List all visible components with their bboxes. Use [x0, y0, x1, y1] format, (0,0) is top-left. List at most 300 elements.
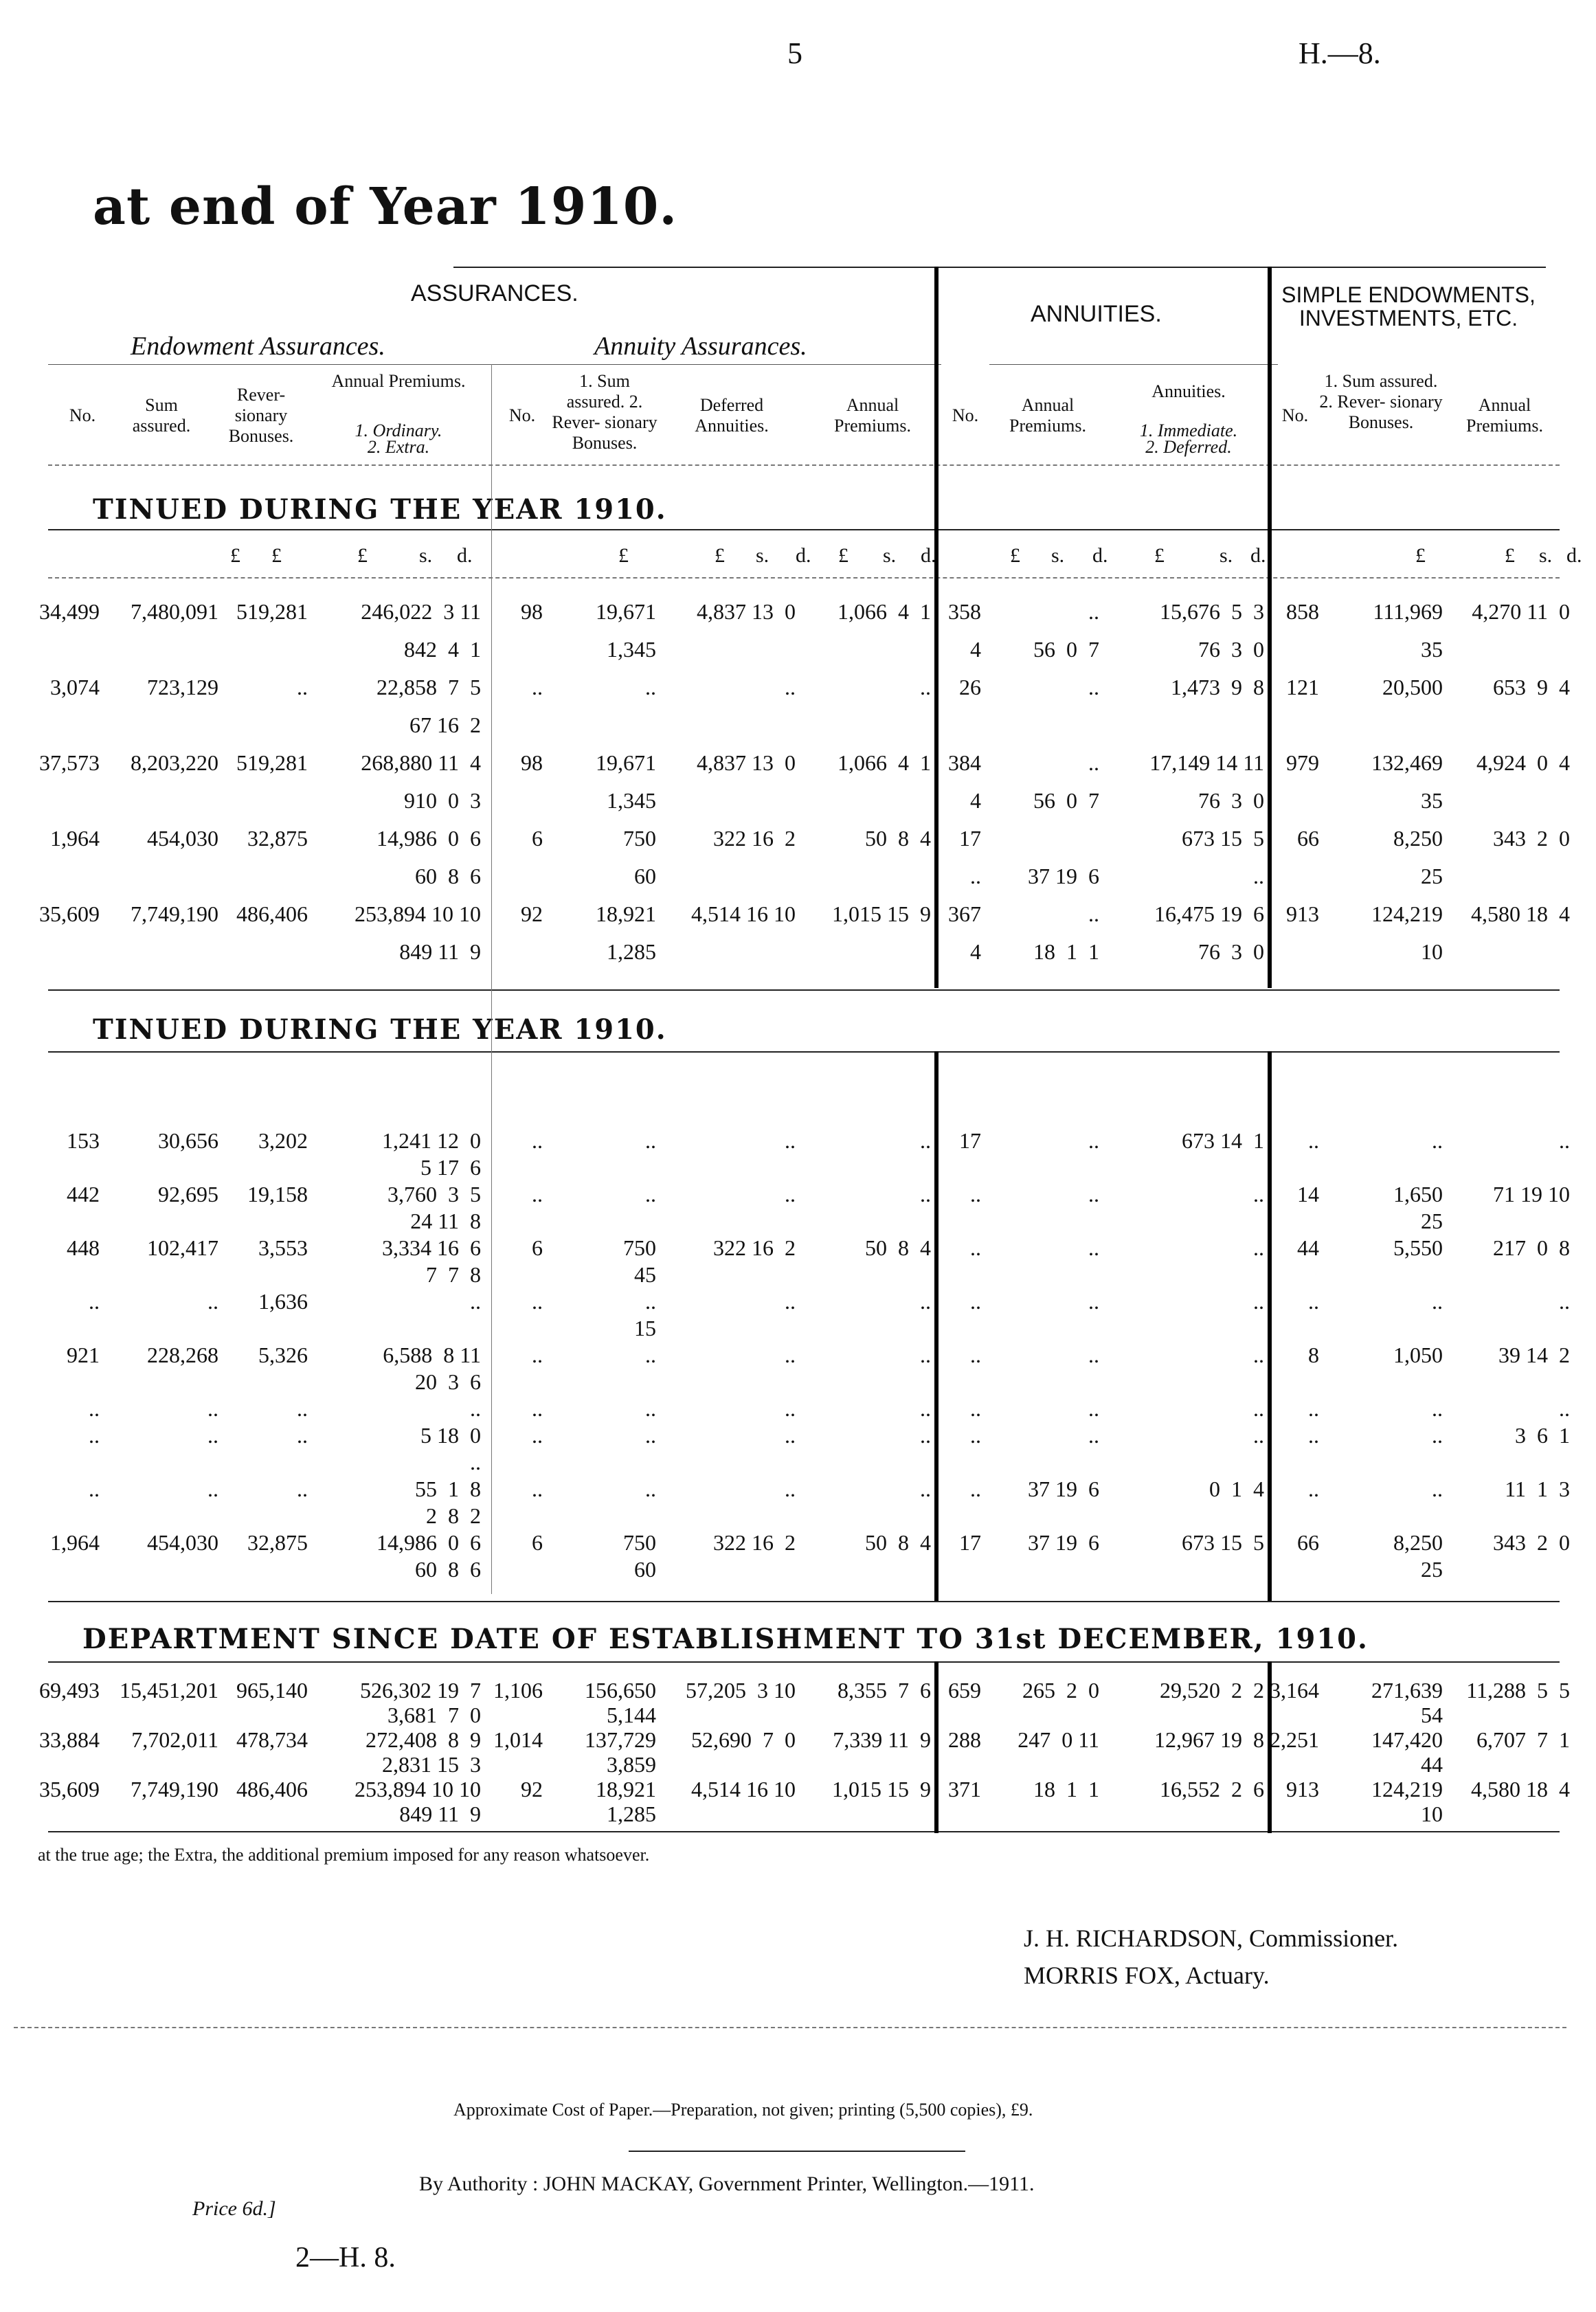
table-cell: ..	[1253, 1182, 1264, 1206]
table-cell: 98	[521, 599, 543, 624]
table-cell: 271,639	[1371, 1678, 1443, 1703]
table-cell: ..	[785, 675, 796, 699]
table-cell: ..	[1559, 1289, 1570, 1314]
table-cell: 1,345	[607, 637, 656, 662]
table-cell: ..	[785, 1423, 796, 1448]
table-cell: 5,326	[258, 1343, 308, 1367]
table-cell: 343 2 0	[1493, 1530, 1570, 1555]
unit-label: s.	[883, 544, 897, 567]
table-cell: 35,609	[39, 1777, 100, 1802]
unit-label: £	[271, 544, 282, 567]
table-cell: 247 0 11	[1018, 1727, 1099, 1752]
table-cell: 25	[1421, 864, 1443, 888]
table-cell: 4,580 18 4	[1471, 1777, 1570, 1802]
col-aa-no: No.	[508, 405, 536, 425]
table-cell: 371	[948, 1777, 981, 1802]
table-cell: 653 9 4	[1493, 675, 1570, 699]
table-cell: 367	[948, 901, 981, 926]
table-cell: 8,250	[1393, 1530, 1443, 1555]
table-cell: 268,880 11 4	[361, 750, 481, 775]
table-cell: 1,345	[607, 788, 656, 813]
unit-label: £	[1010, 544, 1020, 567]
table-row	[0, 1701, 1596, 1729]
table-cell: ..	[785, 1396, 796, 1421]
table-cell: 3 6 1	[1515, 1423, 1570, 1448]
table-cell: ..	[1432, 1423, 1443, 1448]
table-cell: 15,676 5 3	[1160, 599, 1264, 624]
table-cell: 11 1 3	[1505, 1477, 1570, 1501]
table-cell: 322 16 2	[713, 826, 796, 851]
table-cell: 37 19 6	[1028, 1530, 1099, 1555]
table-cell: 673 15 5	[1182, 1530, 1264, 1555]
unit-label: s.	[1539, 544, 1553, 567]
table-cell: ..	[645, 1343, 656, 1367]
table-cell: ..	[970, 1182, 981, 1206]
table-cell: 39 14 2	[1498, 1343, 1570, 1367]
table-cell: 25	[1421, 1209, 1443, 1233]
table-cell: 102,417	[147, 1235, 218, 1260]
unit-label: £	[357, 544, 368, 567]
col-an-annual-premiums: Annual Premiums.	[1009, 395, 1086, 436]
table-cell: 384	[948, 750, 981, 775]
table-cell: ..	[645, 1423, 656, 1448]
table-cell: ..	[1253, 1289, 1264, 1314]
table-cell: 17	[959, 826, 981, 851]
page-number: 5	[787, 36, 802, 70]
table-cell: ..	[1253, 1396, 1264, 1421]
table-row	[0, 749, 1596, 776]
table-row	[0, 1314, 1596, 1342]
table-cell: 3,681 7 0	[387, 1703, 481, 1727]
table-cell: 17	[959, 1530, 981, 1555]
table-cell: ..	[1432, 1396, 1443, 1421]
unit-label: £	[230, 544, 240, 567]
table-cell: 5 17 6	[420, 1155, 481, 1180]
table-cell: ..	[1088, 1423, 1099, 1448]
table-row	[0, 1261, 1596, 1288]
table-cell: 442	[67, 1182, 100, 1206]
col-sum-assured: Sum assured.	[132, 395, 191, 436]
table-cell: 6,707 7 1	[1476, 1727, 1570, 1752]
table-cell: 750	[623, 1530, 656, 1555]
col-reversionary: Rever- sionary Bonuses.	[228, 385, 294, 446]
authority-line: By Authority : JOHN MACKAY, Government Printer, Wellington.—1911.	[419, 2173, 1035, 2195]
table-row	[0, 1556, 1596, 1583]
table-cell: 14,986 0 6	[376, 826, 481, 851]
table-cell: 3,074	[50, 675, 100, 699]
table-cell: 750	[623, 826, 656, 851]
unit-label: £	[715, 544, 725, 567]
table-row	[0, 1395, 1596, 1422]
table-cell: 2 8 2	[426, 1503, 481, 1528]
table-cell: 1,050	[1393, 1343, 1443, 1367]
col-no: No.	[69, 405, 96, 425]
unit-label: £	[618, 544, 629, 567]
table-cell: 19,158	[247, 1182, 308, 1206]
table-cell: 265 2 0	[1022, 1678, 1099, 1703]
table-cell: ..	[1253, 1423, 1264, 1448]
table-cell: 6	[532, 1530, 543, 1555]
table-cell: 111,969	[1373, 599, 1443, 624]
table-cell: ..	[207, 1396, 218, 1421]
table-cell: ..	[1308, 1396, 1319, 1421]
table-cell: 1,964	[50, 826, 100, 851]
section3-title: DEPARTMENT SINCE DATE OF ESTABLISHMENT TO 31st DECEMBER, 1910.	[82, 1623, 1369, 1655]
table-row	[0, 673, 1596, 701]
table-cell: ..	[970, 1289, 981, 1314]
table-row	[0, 1751, 1596, 1778]
table-cell: 124,219	[1371, 901, 1443, 926]
table-cell: 37 19 6	[1028, 864, 1099, 888]
table-cell: 8,250	[1393, 826, 1443, 851]
cost-note: Approximate Cost of Paper.—Preparation, not given; printing (5,500 copies), £9.	[453, 2100, 1033, 2120]
table-row	[0, 824, 1596, 852]
table-cell: ..	[645, 1182, 656, 1206]
table-cell: 66	[1297, 1530, 1319, 1555]
table-cell: 3,164	[1270, 1678, 1319, 1703]
table-row	[0, 1529, 1596, 1556]
table-cell: 44	[1421, 1752, 1443, 1777]
table-cell: 10	[1421, 939, 1443, 964]
table-cell: 92	[521, 1777, 543, 1802]
unit-label: £	[1154, 544, 1165, 567]
table-cell: 1,015 15 9	[832, 901, 931, 926]
table-cell: 147,420	[1371, 1727, 1443, 1752]
table-cell: ..	[532, 675, 543, 699]
table-cell: ..	[532, 1396, 543, 1421]
table-cell: 67 16 2	[409, 712, 481, 737]
table-cell: 60 8 6	[415, 864, 481, 888]
table-row	[0, 1448, 1596, 1476]
table-cell: 50 8 4	[865, 826, 931, 851]
table-cell: 50 8 4	[865, 1235, 931, 1260]
table-cell: 55 1 8	[415, 1477, 481, 1501]
col-deferred: 2. Deferred.	[1145, 437, 1232, 457]
table-cell: 454,030	[147, 826, 218, 851]
table-cell: 121	[1286, 675, 1319, 699]
table-cell: ..	[532, 1128, 543, 1153]
table-cell: ..	[1432, 1477, 1443, 1501]
table-cell: 2,831 15 3	[382, 1752, 481, 1777]
table-cell: 76 3 0	[1198, 788, 1264, 813]
table-cell: ..	[920, 1396, 931, 1421]
table-cell: ..	[532, 1423, 543, 1448]
table-cell: ..	[785, 1343, 796, 1367]
table-row	[0, 900, 1596, 928]
table-cell: ..	[785, 1182, 796, 1206]
table-cell: 12,967 19 8	[1154, 1727, 1264, 1752]
table-cell: ..	[1253, 1235, 1264, 1260]
table-cell: ..	[470, 1450, 481, 1474]
table-row	[0, 1775, 1596, 1803]
annuity-assurances-header: Annuity Assurances.	[594, 332, 807, 361]
table-row	[0, 1180, 1596, 1208]
table-cell: 16,552 2 6	[1160, 1777, 1264, 1802]
table-cell: 17	[959, 1128, 981, 1153]
table-cell: 3,760 3 5	[387, 1182, 481, 1206]
table-cell: 7,749,190	[131, 1777, 218, 1802]
table-cell: 322 16 2	[713, 1235, 796, 1260]
col-ordinary: 1. Ordinary.	[355, 420, 442, 440]
table-cell: ..	[920, 1182, 931, 1206]
table-cell: 673 15 5	[1182, 826, 1264, 851]
table-cell: 228,268	[147, 1343, 218, 1367]
table-cell: ..	[970, 864, 981, 888]
table-cell: 35	[1421, 637, 1443, 662]
table-cell: 11,288 5 5	[1466, 1678, 1570, 1703]
table-cell: 1,241 12 0	[382, 1128, 481, 1153]
table-cell: 253,894 10 10	[355, 1777, 481, 1802]
table-cell: ..	[1088, 1343, 1099, 1367]
table-row	[0, 1341, 1596, 1369]
table-cell: 30,656	[158, 1128, 218, 1153]
table-cell: 478,734	[236, 1727, 308, 1752]
table-cell: 8	[1308, 1343, 1319, 1367]
table-cell: ..	[89, 1396, 100, 1421]
table-cell: 849 11 9	[399, 1802, 481, 1826]
table-cell: ..	[1088, 1235, 1099, 1260]
table-cell: 1,015 15 9	[832, 1777, 931, 1802]
table-cell: 3,553	[258, 1235, 308, 1260]
table-cell: ..	[645, 675, 656, 699]
table-cell: ..	[297, 1396, 308, 1421]
table-cell: 22,858 7 5	[376, 675, 481, 699]
table-cell: ..	[785, 1128, 796, 1153]
simple-endowments-header: SIMPLE ENDOWMENTS, INVESTMENTS, ETC.	[1281, 282, 1536, 330]
table-cell: 18 1 1	[1033, 939, 1099, 964]
table-row	[0, 1154, 1596, 1181]
table-cell: 448	[67, 1235, 100, 1260]
table-cell: 1,066 4 1	[838, 750, 931, 775]
unit-label: s.	[1220, 544, 1233, 567]
table-cell: 1,473 9 8	[1171, 675, 1264, 699]
table-cell: ..	[532, 1477, 543, 1501]
table-cell: 2,251	[1270, 1727, 1319, 1752]
table-cell: 4,514 16 10	[691, 901, 796, 926]
table-cell: 723,129	[147, 675, 218, 699]
table-cell: 673 14 1	[1182, 1128, 1264, 1153]
table-cell: ..	[1088, 1396, 1099, 1421]
col-immediate: 1. Immediate.	[1139, 420, 1238, 440]
table-row	[0, 1726, 1596, 1753]
table-cell: ..	[1088, 750, 1099, 775]
table-cell: 842 4 1	[404, 637, 481, 662]
table-row	[0, 1368, 1596, 1395]
table-cell: 54	[1421, 1703, 1443, 1727]
table-cell: ..	[1432, 1128, 1443, 1153]
table-cell: ..	[645, 1477, 656, 1501]
col-annual-premiums: Annual Premiums.	[331, 371, 466, 391]
table-cell: ..	[297, 675, 308, 699]
signature-actuary: MORRIS FOX, Actuary.	[1024, 1962, 1270, 1989]
table-cell: 8,355 7 6	[838, 1678, 931, 1703]
table-cell: ..	[1308, 1128, 1319, 1153]
table-row	[0, 1288, 1596, 1315]
table-cell: ..	[920, 1423, 931, 1448]
table-cell: 910 0 3	[404, 788, 481, 813]
table-cell: 15	[634, 1316, 656, 1340]
table-row	[0, 1207, 1596, 1235]
table-cell: ..	[1253, 864, 1264, 888]
col-se-annual-premiums: Annual Premiums.	[1466, 395, 1543, 436]
table-cell: 66	[1297, 826, 1319, 851]
table-cell: 6	[532, 1235, 543, 1260]
unit-label: s.	[419, 544, 433, 567]
unit-label: d.	[1092, 544, 1108, 567]
table-cell: 1,285	[607, 939, 656, 964]
table-cell: ..	[1088, 1182, 1099, 1206]
table-cell: 1,285	[607, 1802, 656, 1826]
table-cell: ..	[970, 1396, 981, 1421]
table-cell: 14,986 0 6	[376, 1530, 481, 1555]
table-cell: ..	[645, 1396, 656, 1421]
table-cell: ..	[920, 1289, 931, 1314]
table-cell: 137,729	[585, 1727, 656, 1752]
table-cell: ..	[1308, 1477, 1319, 1501]
unit-label: d.	[921, 544, 936, 567]
table-cell: 60	[634, 1557, 656, 1582]
table-cell: 246,022 3 11	[361, 599, 481, 624]
table-cell: 20,500	[1382, 675, 1443, 699]
table-cell: 3,859	[607, 1752, 656, 1777]
table-cell: ..	[645, 1128, 656, 1153]
table-cell: 153	[67, 1128, 100, 1153]
assurances-header: ASSURANCES.	[411, 280, 578, 306]
table-cell: 76 3 0	[1198, 939, 1264, 964]
table-cell: 4,837 13 0	[697, 599, 796, 624]
table-cell: ..	[1308, 1423, 1319, 1448]
table-cell: 20 3 6	[415, 1369, 481, 1394]
table-cell: 1,066 4 1	[838, 599, 931, 624]
table-cell: ..	[207, 1289, 218, 1314]
table-cell: 858	[1286, 599, 1319, 624]
table-cell: 965,140	[236, 1678, 308, 1703]
table-cell: ..	[970, 1477, 981, 1501]
table-cell: 32,875	[247, 826, 308, 851]
footnote: at the true age; the Extra, the additional premium imposed for any reason whatsoever.	[38, 1845, 650, 1865]
page-title: at end of Year 1910.	[93, 177, 678, 236]
table-cell: 5,144	[607, 1703, 656, 1727]
table-cell: 4,580 18 4	[1471, 901, 1570, 926]
col-aa-annual-premiums: Annual Premiums.	[834, 395, 911, 436]
table-cell: 1,650	[1393, 1182, 1443, 1206]
table-cell: 659	[948, 1678, 981, 1703]
table-cell: 4,837 13 0	[697, 750, 796, 775]
section2-title: TINUED DURING THE YEAR 1910.	[93, 1013, 667, 1046]
table-cell: 50 8 4	[865, 1530, 931, 1555]
table-cell: 5 18 0	[420, 1423, 481, 1448]
table-cell: 7,749,190	[131, 901, 218, 926]
table-cell: 15,451,201	[120, 1678, 218, 1703]
table-cell: ..	[1088, 599, 1099, 624]
table-cell: ..	[970, 1343, 981, 1367]
table-cell: 156,650	[585, 1678, 656, 1703]
table-cell: 19,671	[596, 599, 656, 624]
table-cell: 979	[1286, 750, 1319, 775]
table-cell: 7,339 11 9	[833, 1727, 931, 1752]
table-cell: 32,875	[247, 1530, 308, 1555]
table-cell: 25	[1421, 1557, 1443, 1582]
table-cell: 35,609	[39, 901, 100, 926]
table-cell: ..	[532, 1343, 543, 1367]
table-cell: 486,406	[236, 1777, 308, 1802]
table-cell: 519,281	[236, 599, 308, 624]
table-cell: 6	[532, 826, 543, 851]
table-row	[0, 598, 1596, 625]
table-cell: ..	[920, 675, 931, 699]
table-cell: 4	[970, 788, 981, 813]
table-cell: 37,573	[39, 750, 100, 775]
table-cell: ..	[1088, 1128, 1099, 1153]
table-cell: 98	[521, 750, 543, 775]
table-cell: 486,406	[236, 901, 308, 926]
endowment-assurances-header: Endowment Assurances.	[131, 332, 385, 361]
table-cell: ..	[532, 1182, 543, 1206]
table-cell: 4	[970, 637, 981, 662]
table-row	[0, 938, 1596, 965]
table-cell: ..	[970, 1235, 981, 1260]
unit-label: d.	[1566, 544, 1582, 567]
table-cell: ..	[297, 1423, 308, 1448]
table-row	[0, 1475, 1596, 1503]
page-reference: H.—8.	[1299, 36, 1381, 70]
table-cell: 4,514 16 10	[691, 1777, 796, 1802]
unit-label: d.	[1250, 544, 1266, 567]
table-cell: ..	[1088, 675, 1099, 699]
table-cell: 4,270 11 0	[1472, 599, 1570, 624]
signature-commissioner: J. H. RICHARDSON, Commissioner.	[1024, 1924, 1399, 1952]
table-cell: 5,550	[1393, 1235, 1443, 1260]
table-cell: ..	[1088, 901, 1099, 926]
col-an-no: No.	[952, 405, 979, 425]
table-cell: ..	[1559, 1396, 1570, 1421]
section1-title: TINUED DURING THE YEAR 1910.	[93, 493, 667, 526]
annuities-header: ANNUITIES.	[1031, 301, 1162, 327]
table-cell: 18 1 1	[1033, 1777, 1099, 1802]
unit-label: £	[1415, 544, 1426, 567]
table-cell: 1,636	[258, 1289, 308, 1314]
table-cell: 4	[970, 939, 981, 964]
table-cell: 7,702,011	[131, 1727, 218, 1752]
price: Price 6d.]	[192, 2197, 276, 2220]
table-cell: 124,219	[1371, 1777, 1443, 1802]
table-cell: 1,014	[493, 1727, 543, 1752]
table-cell: ..	[785, 1289, 796, 1314]
table-row	[0, 1676, 1596, 1704]
table-cell: 454,030	[147, 1530, 218, 1555]
table-cell: 76 3 0	[1198, 637, 1264, 662]
table-cell: 0 1 4	[1209, 1477, 1264, 1501]
table-cell: 6,588 8 11	[383, 1343, 481, 1367]
table-cell: ..	[470, 1289, 481, 1314]
unit-label: s.	[756, 544, 769, 567]
table-cell: 60 8 6	[415, 1557, 481, 1582]
table-cell: ..	[532, 1289, 543, 1314]
col-se-no: No.	[1281, 405, 1309, 425]
table-cell: ..	[89, 1289, 100, 1314]
table-cell: ..	[1432, 1289, 1443, 1314]
col-extra: 2. Extra.	[367, 437, 430, 457]
table-cell: 92	[521, 901, 543, 926]
table-row	[0, 1127, 1596, 1154]
table-cell: 19,671	[596, 750, 656, 775]
table-cell: 343 2 0	[1493, 826, 1570, 851]
table-row	[0, 636, 1596, 663]
table-cell: 57,205 3 10	[686, 1678, 796, 1703]
table-cell: ..	[920, 1343, 931, 1367]
table-cell: 7 7 8	[426, 1262, 481, 1287]
table-cell: ..	[970, 1423, 981, 1448]
